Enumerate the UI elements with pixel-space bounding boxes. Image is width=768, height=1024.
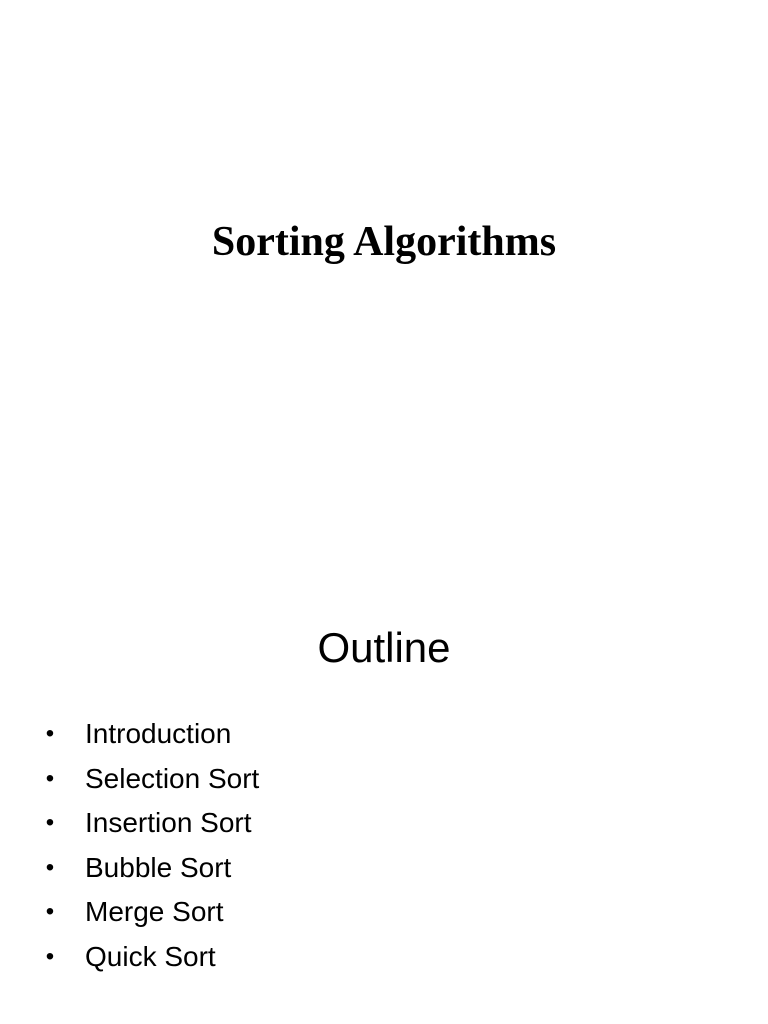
outline-slide [0, 576, 768, 1024]
bullet-icon: • [45, 809, 55, 836]
bullet-icon: • [45, 898, 55, 925]
outline-title: Outline [317, 624, 451, 671]
bullet-icon: • [45, 853, 55, 881]
slide-title: Sorting Algorithms [211, 219, 557, 265]
list-item-label: Bubble Sort [85, 851, 232, 883]
list-item-label: Introduction [85, 718, 232, 749]
list-item-label: Insertion Sort [85, 807, 252, 838]
bullet-icon: • [45, 764, 55, 792]
bullet-icon: • [45, 942, 55, 970]
list-item-label: Quick Sort [85, 940, 216, 972]
list-item-label: Merge Sort [85, 896, 224, 927]
bullet-icon: • [45, 720, 55, 747]
list-item-label: Selection Sort [85, 762, 260, 794]
